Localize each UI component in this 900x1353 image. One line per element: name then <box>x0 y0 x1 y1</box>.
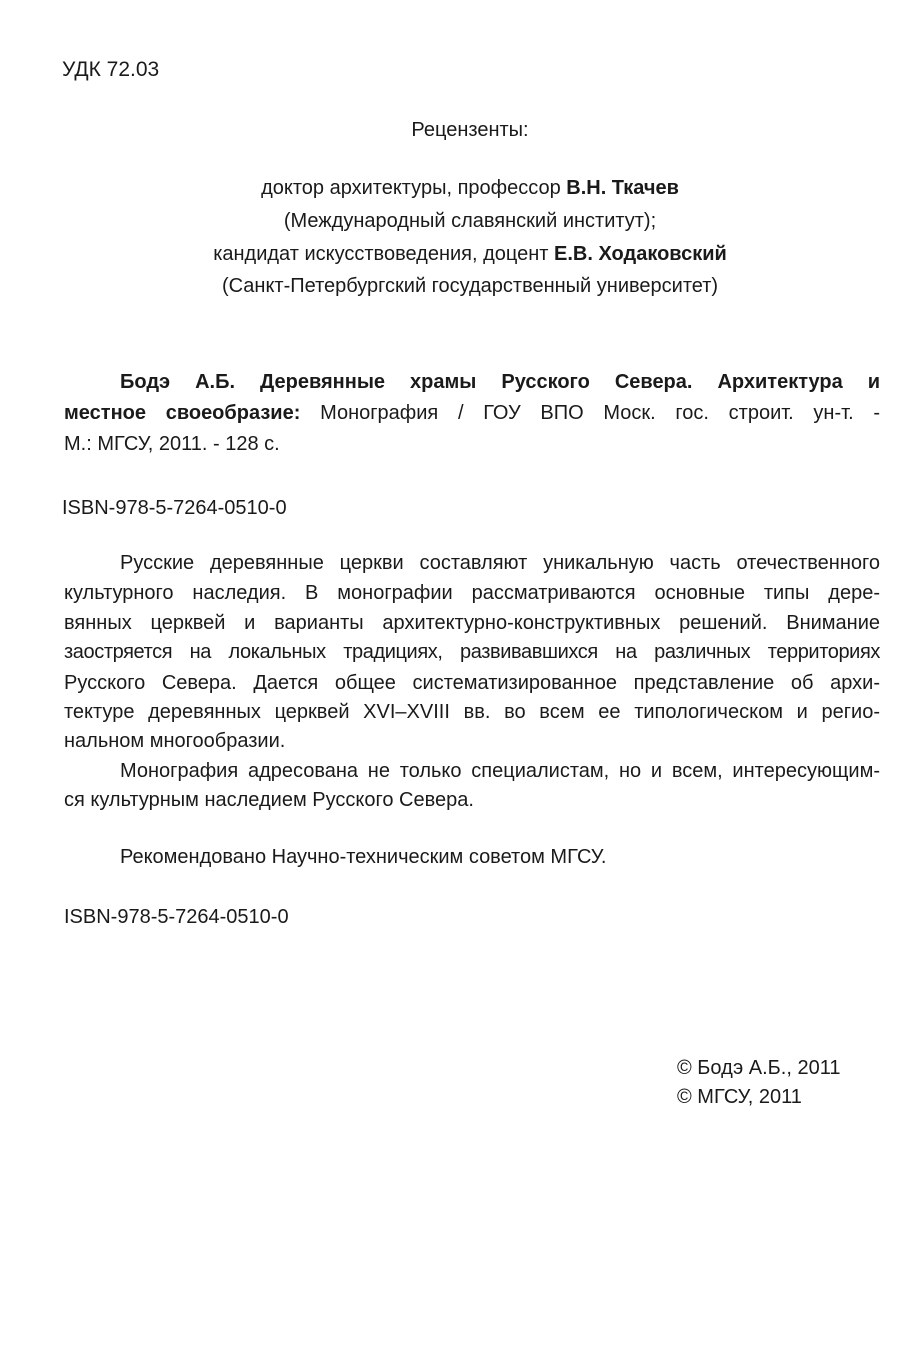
reviewer-1 <box>0 176 900 200</box>
udk-code: УДК 72.03 <box>62 58 160 81</box>
citation-publisher: Монография / ГОУ ВПО Моск. гос. строит. ун-т. - <box>300 402 881 424</box>
reviewer-1-org: (Международный славянский институт); <box>283 210 657 232</box>
abstract-line: заостряется на локальных традициях, развивавшихся на различных территориях <box>64 641 880 663</box>
citation-line-3: М.: МГСУ, 2011. - 128 с. <box>64 433 280 455</box>
abstract-line: тектуре деревянных церквей XVI–XVIII вв. во всем ее типологическом и регио- <box>64 701 880 723</box>
reviewer-2 <box>0 242 900 266</box>
reviewer-2-org: (Санкт-Петербургский государственный университет) <box>221 275 719 297</box>
reviewer-2-title: кандидат искусствоведения, доцент <box>213 243 555 265</box>
abstract-line: вянных церквей и варианты архитектурно-конструктивных решений. Внимание <box>64 612 880 634</box>
abstract-line: ся культурным наследием Русского Севера. <box>64 789 474 811</box>
reviewers-heading: Рецензенты: <box>411 119 529 141</box>
reviewer-1-name: В.Н. Ткачев <box>566 177 679 199</box>
reviewer-2-name: Е.В. Ходаковский <box>554 243 727 265</box>
reviewer-1-title: доктор архитектуры, профессор <box>261 177 567 199</box>
abstract-line: нальном многообразии. <box>64 730 286 752</box>
abstract-line: культурного наследия. В монографии рассматриваются основные типы дере- <box>64 582 880 604</box>
isbn-top: ISBN-978-5-7264-0510-0 <box>62 497 287 519</box>
abstract-line: Русские деревянные церкви составляют уникальную часть отечественного <box>120 552 880 574</box>
citation-line-1 <box>120 370 880 394</box>
citation-title: Бодэ А.Б. Деревянные храмы Русского Севера. Архитектура и <box>120 371 880 393</box>
citation-subtitle: местное своеобразие: <box>64 402 301 424</box>
isbn-bottom: ISBN-978-5-7264-0510-0 <box>64 906 289 928</box>
abstract-line: Русского Севера. Дается общее систематизированное представление об архи- <box>64 672 880 694</box>
copyright-author: © Бодэ А.Б., 2011 <box>677 1057 841 1079</box>
copyright-publisher: © МГСУ, 2011 <box>677 1086 802 1108</box>
abstract-line: Монография адресована не только специалистам, но и всем, интересующим- <box>120 760 880 782</box>
recommendation: Рекомендовано Научно-техническим советом МГСУ. <box>120 846 607 868</box>
citation-line-2 <box>64 401 880 425</box>
